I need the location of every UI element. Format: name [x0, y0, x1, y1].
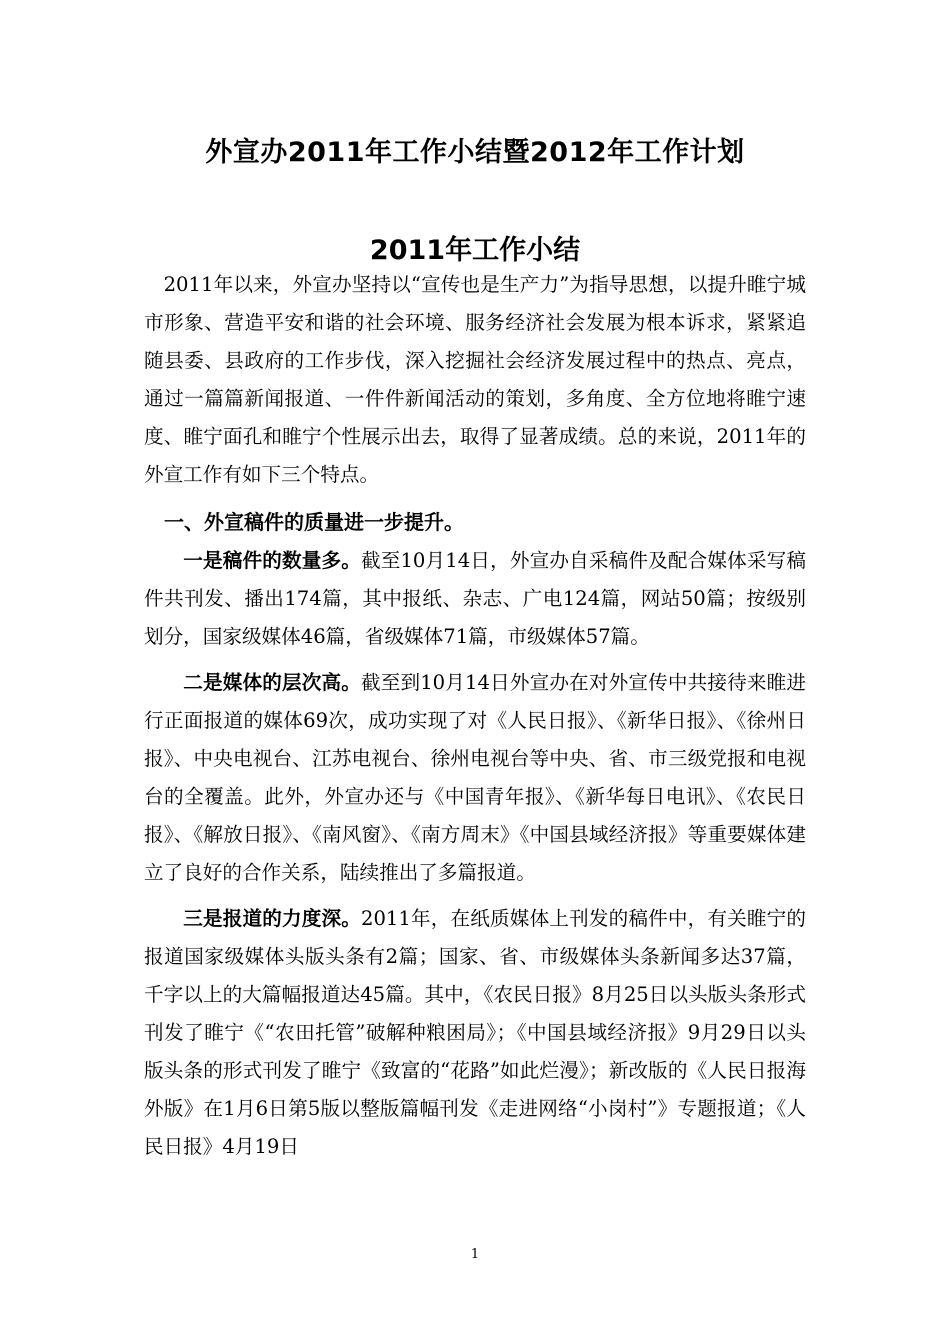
document-title: 外宣办2011年工作小结暨2012年工作计划: [205, 137, 745, 168]
intro-paragraph: 2011年以来，外宣办坚持以“宣传也是生产力”为指导思想，以提升睢宁城市形象、营造平安和谐的社会环境、服务经济社会发展为根本诉求，紧紧追随县委、县政府的工作步伐，深入挖掘社会经济发展过程中的热点、亮点，通过一篇篇新闻报道、一件件新闻活动的策划，多角度、全方位地将睢宁速度、睢宁面孔和睢宁个性展示出去，取得了显著成绩。总的来说，2011年的外宣工作有如下三个特点。: [144, 273, 806, 486]
point-1-text: 截至10月14日，外宣办自采稿件及配合媒体采写稿件共刊发、播出174篇，其中报纸、杂志、广电124篇，网站50篇；按级别划分，国家级媒体46篇，省级媒体71篇，市级媒体57篇。: [144, 549, 806, 648]
paragraph-point-1: [144, 542, 806, 656]
heading-quality: 一、外宣稿件的质量进一步提升。: [164, 510, 464, 534]
point-3-lead: 三是报道的力度深。: [183, 907, 361, 930]
point-2-text: 截至到10月14日外宣办在对外宣传中共接待来睢进行正面报道的媒体69次，成功实现了对《人民日报》、《新华日报》、《徐州日报》、中央电视台、江苏电视台、徐州电视台等中央、省、市三级党报和电视台的全覆盖。此外，外宣办还与《中国青年报》、《新华每日电讯》、《农民日报》、《解放日报》、《南风窗》、《南方周末》《中国县域经济报》等重要媒体建立了良好的合作关系，陆续推出了多篇报道。: [144, 671, 806, 884]
point-2-lead: 二是媒体的层次高。: [183, 671, 361, 694]
section-title: 2011年工作小结: [369, 235, 581, 266]
point-1-lead: 一是稿件的数量多。: [183, 549, 361, 572]
document-body: [144, 266, 806, 1166]
point-3-text: 2011年，在纸质媒体上刊发的稿件中，有关睢宁的报道国家级媒体头版头条有2篇；国家、省、市级媒体头条新闻多达37篇，千字以上的大篇幅报道达45篇。其中，《农民日报》8月25日以头版头条形式刊发了睢宁《“农田托管”破解种粮困局》；《中国县域经济报》9月29日以头版头条的形式刊发了睢宁《致富的“花路”如此烂漫》；新改版的《人民日报海外版》在1月6日第5版以整版篇幅刊发《走进网络“小岗村”》专题报道；《人民日报》4月19日: [144, 907, 806, 1158]
paragraph-point-2: [144, 664, 806, 892]
page-number: 1: [470, 1247, 480, 1262]
paragraph-point-3: [144, 900, 806, 1166]
